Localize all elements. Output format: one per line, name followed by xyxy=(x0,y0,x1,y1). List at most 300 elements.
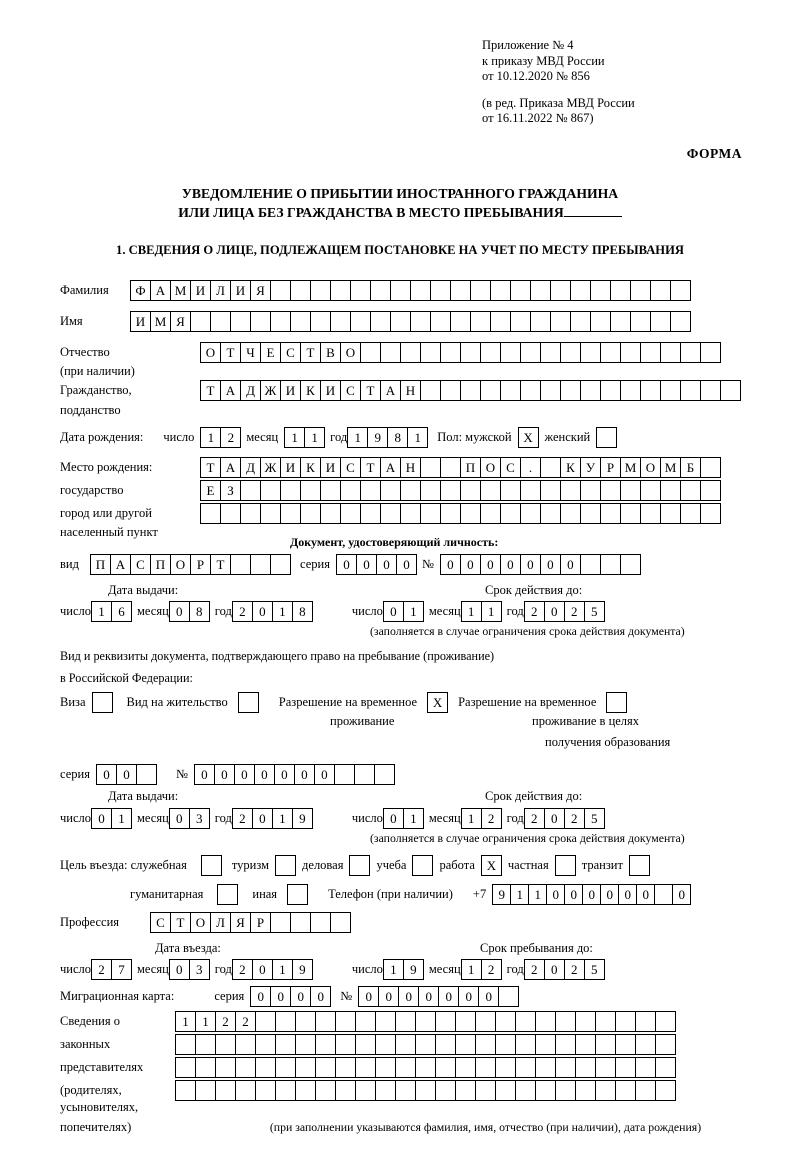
form-cell[interactable] xyxy=(374,764,395,785)
form-cell[interactable] xyxy=(535,1011,556,1032)
form-cell[interactable] xyxy=(340,503,361,524)
form-cell[interactable]: 0 xyxy=(234,764,255,785)
form-cell[interactable] xyxy=(595,1057,616,1078)
form-cell[interactable] xyxy=(480,342,501,363)
form-cell[interactable] xyxy=(375,1011,396,1032)
form-cell[interactable] xyxy=(255,1034,276,1055)
form-cell[interactable] xyxy=(455,1034,476,1055)
form-cell[interactable] xyxy=(560,480,581,501)
form-cell[interactable]: П xyxy=(90,554,111,575)
form-cell[interactable]: 0 xyxy=(383,808,404,829)
form-cell[interactable]: Я xyxy=(230,912,251,933)
form-cell[interactable] xyxy=(655,1080,676,1101)
form-cell[interactable]: 9 xyxy=(367,427,388,448)
form-cell[interactable] xyxy=(290,311,311,332)
form-cell[interactable] xyxy=(260,503,281,524)
form-cell[interactable]: Т xyxy=(360,457,381,478)
form-cell[interactable]: З xyxy=(220,480,241,501)
form-cell[interactable] xyxy=(380,480,401,501)
form-cell[interactable] xyxy=(595,1034,616,1055)
form-cell[interactable]: Л xyxy=(210,280,231,301)
form-cell[interactable] xyxy=(295,1080,316,1101)
permit-valid-year-input[interactable] xyxy=(524,808,604,829)
form-cell[interactable] xyxy=(354,764,375,785)
form-cell[interactable] xyxy=(600,554,621,575)
form-cell[interactable] xyxy=(470,311,491,332)
form-cell[interactable] xyxy=(360,480,381,501)
form-cell[interactable] xyxy=(395,1057,416,1078)
form-cell[interactable]: 1 xyxy=(383,959,404,980)
legal-rep-input-line-4[interactable] xyxy=(175,1080,675,1101)
form-cell[interactable] xyxy=(560,503,581,524)
form-cell[interactable]: Д xyxy=(240,380,261,401)
form-cell[interactable] xyxy=(270,280,291,301)
form-cell[interactable] xyxy=(630,280,651,301)
form-cell[interactable] xyxy=(555,1080,576,1101)
form-cell[interactable] xyxy=(370,280,391,301)
form-cell[interactable]: 0 xyxy=(336,554,357,575)
form-cell[interactable] xyxy=(460,342,481,363)
form-cell[interactable] xyxy=(635,1011,656,1032)
form-cell[interactable]: 0 xyxy=(600,884,619,905)
form-cell[interactable] xyxy=(575,1080,596,1101)
form-cell[interactable] xyxy=(540,457,561,478)
form-cell[interactable] xyxy=(235,1034,256,1055)
form-cell[interactable]: Р xyxy=(190,554,211,575)
form-cell[interactable]: 7 xyxy=(111,959,132,980)
form-cell[interactable] xyxy=(480,380,501,401)
form-cell[interactable] xyxy=(455,1011,476,1032)
form-cell[interactable] xyxy=(460,380,481,401)
permit-issue-day-input[interactable] xyxy=(91,808,131,829)
form-cell[interactable]: А xyxy=(150,280,171,301)
form-cell[interactable] xyxy=(195,1034,216,1055)
doc-valid-month-input[interactable] xyxy=(461,601,501,622)
form-cell[interactable]: С xyxy=(130,554,151,575)
entry-year-input[interactable] xyxy=(232,959,312,980)
form-cell[interactable] xyxy=(330,311,351,332)
form-cell[interactable] xyxy=(275,1034,296,1055)
form-cell[interactable] xyxy=(655,1034,676,1055)
form-cell[interactable] xyxy=(700,380,721,401)
form-cell[interactable] xyxy=(430,280,451,301)
form-cell[interactable] xyxy=(415,1057,436,1078)
form-cell[interactable] xyxy=(540,342,561,363)
form-cell[interactable] xyxy=(535,1080,556,1101)
form-cell[interactable] xyxy=(610,280,631,301)
birthplace-input-line-1[interactable] xyxy=(200,457,720,478)
form-cell[interactable] xyxy=(390,280,411,301)
form-cell[interactable] xyxy=(315,1057,336,1078)
form-cell[interactable] xyxy=(235,1057,256,1078)
form-cell[interactable]: 1 xyxy=(200,427,221,448)
form-cell[interactable] xyxy=(620,480,641,501)
legal-rep-input-line-3[interactable] xyxy=(175,1057,675,1078)
form-cell[interactable] xyxy=(615,1057,636,1078)
form-cell[interactable] xyxy=(220,503,241,524)
form-cell[interactable] xyxy=(600,342,621,363)
form-cell[interactable] xyxy=(520,342,541,363)
form-cell[interactable]: 2 xyxy=(235,1011,256,1032)
form-cell[interactable]: Н xyxy=(400,380,421,401)
form-cell[interactable]: 0 xyxy=(440,554,461,575)
form-cell[interactable] xyxy=(570,280,591,301)
form-cell[interactable]: 0 xyxy=(96,764,117,785)
form-cell[interactable]: 0 xyxy=(169,808,190,829)
form-cell[interactable]: 0 xyxy=(378,986,399,1007)
form-cell[interactable] xyxy=(290,912,311,933)
form-cell[interactable]: 1 xyxy=(403,808,424,829)
form-cell[interactable] xyxy=(440,342,461,363)
permit-valid-month-input[interactable] xyxy=(461,808,501,829)
form-cell[interactable]: 6 xyxy=(111,601,132,622)
form-cell[interactable] xyxy=(615,1011,636,1032)
form-cell[interactable] xyxy=(440,380,461,401)
legal-rep-input-line-2[interactable] xyxy=(175,1034,675,1055)
form-cell[interactable]: 0 xyxy=(356,554,377,575)
form-cell[interactable]: Я xyxy=(170,311,191,332)
form-cell[interactable] xyxy=(300,503,321,524)
form-cell[interactable] xyxy=(580,554,601,575)
profession-input[interactable] xyxy=(150,912,350,933)
form-cell[interactable]: Т xyxy=(170,912,191,933)
form-cell[interactable]: О xyxy=(190,912,211,933)
form-cell[interactable]: 5 xyxy=(584,808,605,829)
form-cell[interactable] xyxy=(320,503,341,524)
form-cell[interactable] xyxy=(654,884,673,905)
form-cell[interactable]: 8 xyxy=(189,601,210,622)
form-cell[interactable]: 2 xyxy=(564,808,585,829)
form-cell[interactable]: 1 xyxy=(284,427,305,448)
purpose-study-checkbox[interactable] xyxy=(412,855,433,876)
form-cell[interactable]: 1 xyxy=(91,601,112,622)
form-cell[interactable]: Ф xyxy=(130,280,151,301)
form-cell[interactable] xyxy=(635,1057,656,1078)
form-cell[interactable] xyxy=(235,1080,256,1101)
purpose-other-checkbox[interactable] xyxy=(287,884,308,905)
form-cell[interactable] xyxy=(435,1034,456,1055)
form-cell[interactable] xyxy=(295,1057,316,1078)
form-cell[interactable] xyxy=(515,1011,536,1032)
permit-number-input[interactable] xyxy=(194,764,394,785)
form-cell[interactable] xyxy=(500,342,521,363)
form-cell[interactable] xyxy=(295,1034,316,1055)
form-cell[interactable]: Д xyxy=(240,457,261,478)
form-cell[interactable] xyxy=(275,1011,296,1032)
form-cell[interactable]: А xyxy=(220,457,241,478)
form-cell[interactable]: Т xyxy=(200,380,221,401)
form-cell[interactable]: 0 xyxy=(636,884,655,905)
form-cell[interactable] xyxy=(380,503,401,524)
sex-male-checkbox[interactable]: Х xyxy=(518,427,539,448)
form-cell[interactable] xyxy=(640,380,661,401)
form-cell[interactable]: С xyxy=(340,457,361,478)
form-cell[interactable] xyxy=(670,280,691,301)
form-cell[interactable]: П xyxy=(150,554,171,575)
form-cell[interactable]: 2 xyxy=(481,959,502,980)
form-cell[interactable]: 2 xyxy=(220,427,241,448)
form-cell[interactable] xyxy=(400,503,421,524)
form-cell[interactable]: И xyxy=(320,457,341,478)
form-cell[interactable]: Ч xyxy=(240,342,261,363)
form-cell[interactable]: 0 xyxy=(540,554,561,575)
permit-issue-month-input[interactable] xyxy=(169,808,209,829)
form-cell[interactable]: С xyxy=(340,380,361,401)
form-cell[interactable] xyxy=(175,1080,196,1101)
form-cell[interactable]: 5 xyxy=(584,601,605,622)
form-cell[interactable] xyxy=(355,1011,376,1032)
stay-month-input[interactable] xyxy=(461,959,501,980)
permit-issue-year-input[interactable] xyxy=(232,808,312,829)
form-cell[interactable] xyxy=(515,1080,536,1101)
form-cell[interactable] xyxy=(480,480,501,501)
form-cell[interactable] xyxy=(660,380,681,401)
form-cell[interactable] xyxy=(435,1057,456,1078)
migration-number-input[interactable] xyxy=(358,986,518,1007)
form-cell[interactable] xyxy=(375,1080,396,1101)
form-cell[interactable] xyxy=(620,342,641,363)
form-cell[interactable] xyxy=(560,342,581,363)
form-cell[interactable] xyxy=(415,1011,436,1032)
form-cell[interactable]: 0 xyxy=(520,554,541,575)
form-cell[interactable]: 1 xyxy=(272,959,293,980)
form-cell[interactable]: 2 xyxy=(481,808,502,829)
form-cell[interactable] xyxy=(190,311,211,332)
form-cell[interactable]: К xyxy=(300,380,321,401)
form-cell[interactable] xyxy=(640,503,661,524)
purpose-transit-checkbox[interactable] xyxy=(629,855,650,876)
form-cell[interactable] xyxy=(310,280,331,301)
form-cell[interactable] xyxy=(680,342,701,363)
form-cell[interactable] xyxy=(390,311,411,332)
doc-issue-year-input[interactable] xyxy=(232,601,312,622)
form-cell[interactable] xyxy=(535,1057,556,1078)
entry-day-input[interactable] xyxy=(91,959,131,980)
form-cell[interactable] xyxy=(355,1057,376,1078)
form-cell[interactable] xyxy=(335,1011,356,1032)
form-cell[interactable] xyxy=(215,1057,236,1078)
form-cell[interactable]: Е xyxy=(260,342,281,363)
form-cell[interactable]: 0 xyxy=(460,554,481,575)
stay-day-input[interactable] xyxy=(383,959,423,980)
doc-valid-day-input[interactable] xyxy=(383,601,423,622)
form-cell[interactable] xyxy=(500,503,521,524)
form-cell[interactable] xyxy=(280,503,301,524)
form-cell[interactable]: 8 xyxy=(387,427,408,448)
form-cell[interactable] xyxy=(410,280,431,301)
form-cell[interactable]: К xyxy=(560,457,581,478)
form-cell[interactable]: Б xyxy=(680,457,701,478)
form-cell[interactable]: 0 xyxy=(254,764,275,785)
form-cell[interactable] xyxy=(580,480,601,501)
form-cell[interactable] xyxy=(255,1080,276,1101)
form-cell[interactable]: У xyxy=(580,457,601,478)
form-cell[interactable] xyxy=(255,1011,276,1032)
form-cell[interactable] xyxy=(500,380,521,401)
form-cell[interactable] xyxy=(475,1080,496,1101)
form-cell[interactable]: О xyxy=(640,457,661,478)
birth-month-input[interactable] xyxy=(284,427,324,448)
form-cell[interactable]: 0 xyxy=(544,601,565,622)
purpose-private-checkbox[interactable] xyxy=(555,855,576,876)
form-cell[interactable]: И xyxy=(320,380,341,401)
form-cell[interactable] xyxy=(240,503,261,524)
form-cell[interactable] xyxy=(315,1034,336,1055)
form-cell[interactable] xyxy=(360,503,381,524)
form-cell[interactable] xyxy=(240,480,261,501)
form-cell[interactable]: Р xyxy=(250,912,271,933)
form-cell[interactable]: 2 xyxy=(524,601,545,622)
form-cell[interactable]: А xyxy=(380,380,401,401)
form-cell[interactable] xyxy=(650,280,671,301)
purpose-tourism-checkbox[interactable] xyxy=(275,855,296,876)
form-cell[interactable]: 0 xyxy=(91,808,112,829)
stay-year-input[interactable] xyxy=(524,959,604,980)
form-cell[interactable] xyxy=(415,1080,436,1101)
form-cell[interactable] xyxy=(435,1080,456,1101)
form-cell[interactable] xyxy=(210,311,231,332)
form-cell[interactable] xyxy=(700,480,721,501)
form-cell[interactable] xyxy=(540,480,561,501)
form-cell[interactable]: 0 xyxy=(274,764,295,785)
form-cell[interactable] xyxy=(350,311,371,332)
form-cell[interactable] xyxy=(555,1057,576,1078)
form-cell[interactable] xyxy=(640,342,661,363)
form-cell[interactable] xyxy=(680,480,701,501)
form-cell[interactable] xyxy=(350,280,371,301)
surname-input[interactable] xyxy=(130,280,690,301)
form-cell[interactable] xyxy=(480,503,501,524)
form-cell[interactable] xyxy=(580,342,601,363)
form-cell[interactable]: 0 xyxy=(582,884,601,905)
form-cell[interactable] xyxy=(355,1080,376,1101)
citizenship-input[interactable] xyxy=(200,380,740,401)
form-cell[interactable] xyxy=(334,764,355,785)
form-cell[interactable] xyxy=(720,380,741,401)
form-cell[interactable] xyxy=(355,1034,376,1055)
form-cell[interactable]: 0 xyxy=(458,986,479,1007)
form-cell[interactable] xyxy=(640,480,661,501)
form-cell[interactable] xyxy=(620,380,641,401)
form-cell[interactable] xyxy=(600,503,621,524)
birthplace-input-line-2[interactable] xyxy=(200,480,720,501)
doc-kind-input[interactable] xyxy=(90,554,290,575)
form-cell[interactable] xyxy=(275,1080,296,1101)
form-cell[interactable] xyxy=(295,1011,316,1032)
form-cell[interactable] xyxy=(490,311,511,332)
form-cell[interactable] xyxy=(660,480,681,501)
form-cell[interactable]: 1 xyxy=(272,808,293,829)
form-cell[interactable] xyxy=(540,380,561,401)
form-cell[interactable]: 9 xyxy=(403,959,424,980)
form-cell[interactable] xyxy=(175,1057,196,1078)
name-input[interactable] xyxy=(130,311,690,332)
form-cell[interactable] xyxy=(575,1011,596,1032)
form-cell[interactable]: 0 xyxy=(438,986,459,1007)
form-cell[interactable] xyxy=(335,1034,356,1055)
form-cell[interactable] xyxy=(680,380,701,401)
form-cell[interactable] xyxy=(575,1057,596,1078)
form-cell[interactable] xyxy=(550,280,571,301)
form-cell[interactable] xyxy=(375,1057,396,1078)
entry-month-input[interactable] xyxy=(169,959,209,980)
form-cell[interactable] xyxy=(420,380,441,401)
form-cell[interactable]: 1 xyxy=(347,427,368,448)
form-cell[interactable] xyxy=(335,1057,356,1078)
form-cell[interactable] xyxy=(335,1080,356,1101)
patronymic-input[interactable] xyxy=(200,342,720,363)
form-cell[interactable]: 0 xyxy=(314,764,335,785)
form-cell[interactable]: А xyxy=(380,457,401,478)
form-cell[interactable] xyxy=(670,311,691,332)
form-cell[interactable] xyxy=(700,503,721,524)
form-cell[interactable] xyxy=(530,280,551,301)
purpose-business-checkbox[interactable] xyxy=(349,855,370,876)
birthplace-input-line-3[interactable] xyxy=(200,503,720,524)
form-cell[interactable] xyxy=(415,1034,436,1055)
form-cell[interactable] xyxy=(395,1034,416,1055)
form-cell[interactable] xyxy=(440,503,461,524)
permit-valid-day-input[interactable] xyxy=(383,808,423,829)
form-cell[interactable]: 0 xyxy=(250,986,271,1007)
form-cell[interactable]: 0 xyxy=(500,554,521,575)
form-cell[interactable] xyxy=(515,1034,536,1055)
form-cell[interactable] xyxy=(420,342,441,363)
form-cell[interactable] xyxy=(635,1034,656,1055)
form-cell[interactable] xyxy=(400,480,421,501)
form-cell[interactable]: И xyxy=(130,311,151,332)
form-cell[interactable]: 3 xyxy=(189,959,210,980)
form-cell[interactable]: 9 xyxy=(292,959,313,980)
form-cell[interactable]: 0 xyxy=(618,884,637,905)
form-cell[interactable] xyxy=(595,1080,616,1101)
form-cell[interactable] xyxy=(495,1057,516,1078)
form-cell[interactable]: 0 xyxy=(478,986,499,1007)
form-cell[interactable]: И xyxy=(230,280,251,301)
form-cell[interactable]: 0 xyxy=(194,764,215,785)
form-cell[interactable] xyxy=(270,912,291,933)
form-cell[interactable] xyxy=(590,280,611,301)
form-cell[interactable]: 0 xyxy=(116,764,137,785)
form-cell[interactable] xyxy=(450,311,471,332)
form-cell[interactable]: 5 xyxy=(584,959,605,980)
phone-input[interactable] xyxy=(492,884,690,905)
form-cell[interactable] xyxy=(375,1034,396,1055)
form-cell[interactable]: О xyxy=(200,342,221,363)
form-cell[interactable] xyxy=(495,1034,516,1055)
form-cell[interactable]: 0 xyxy=(376,554,397,575)
form-cell[interactable] xyxy=(620,503,641,524)
form-cell[interactable] xyxy=(435,1011,456,1032)
form-cell[interactable]: И xyxy=(190,280,211,301)
form-cell[interactable]: 0 xyxy=(294,764,315,785)
form-cell[interactable] xyxy=(510,311,531,332)
form-cell[interactable] xyxy=(555,1011,576,1032)
form-cell[interactable] xyxy=(610,311,631,332)
form-cell[interactable] xyxy=(595,1011,616,1032)
form-cell[interactable] xyxy=(400,342,421,363)
form-cell[interactable]: 1 xyxy=(461,601,482,622)
form-cell[interactable]: 1 xyxy=(481,601,502,622)
form-cell[interactable] xyxy=(136,764,157,785)
form-cell[interactable]: О xyxy=(480,457,501,478)
form-cell[interactable] xyxy=(215,1080,236,1101)
form-cell[interactable] xyxy=(270,311,291,332)
form-cell[interactable] xyxy=(580,503,601,524)
purpose-humanitarian-checkbox[interactable] xyxy=(217,884,238,905)
form-cell[interactable] xyxy=(395,1080,416,1101)
form-cell[interactable]: 0 xyxy=(396,554,417,575)
